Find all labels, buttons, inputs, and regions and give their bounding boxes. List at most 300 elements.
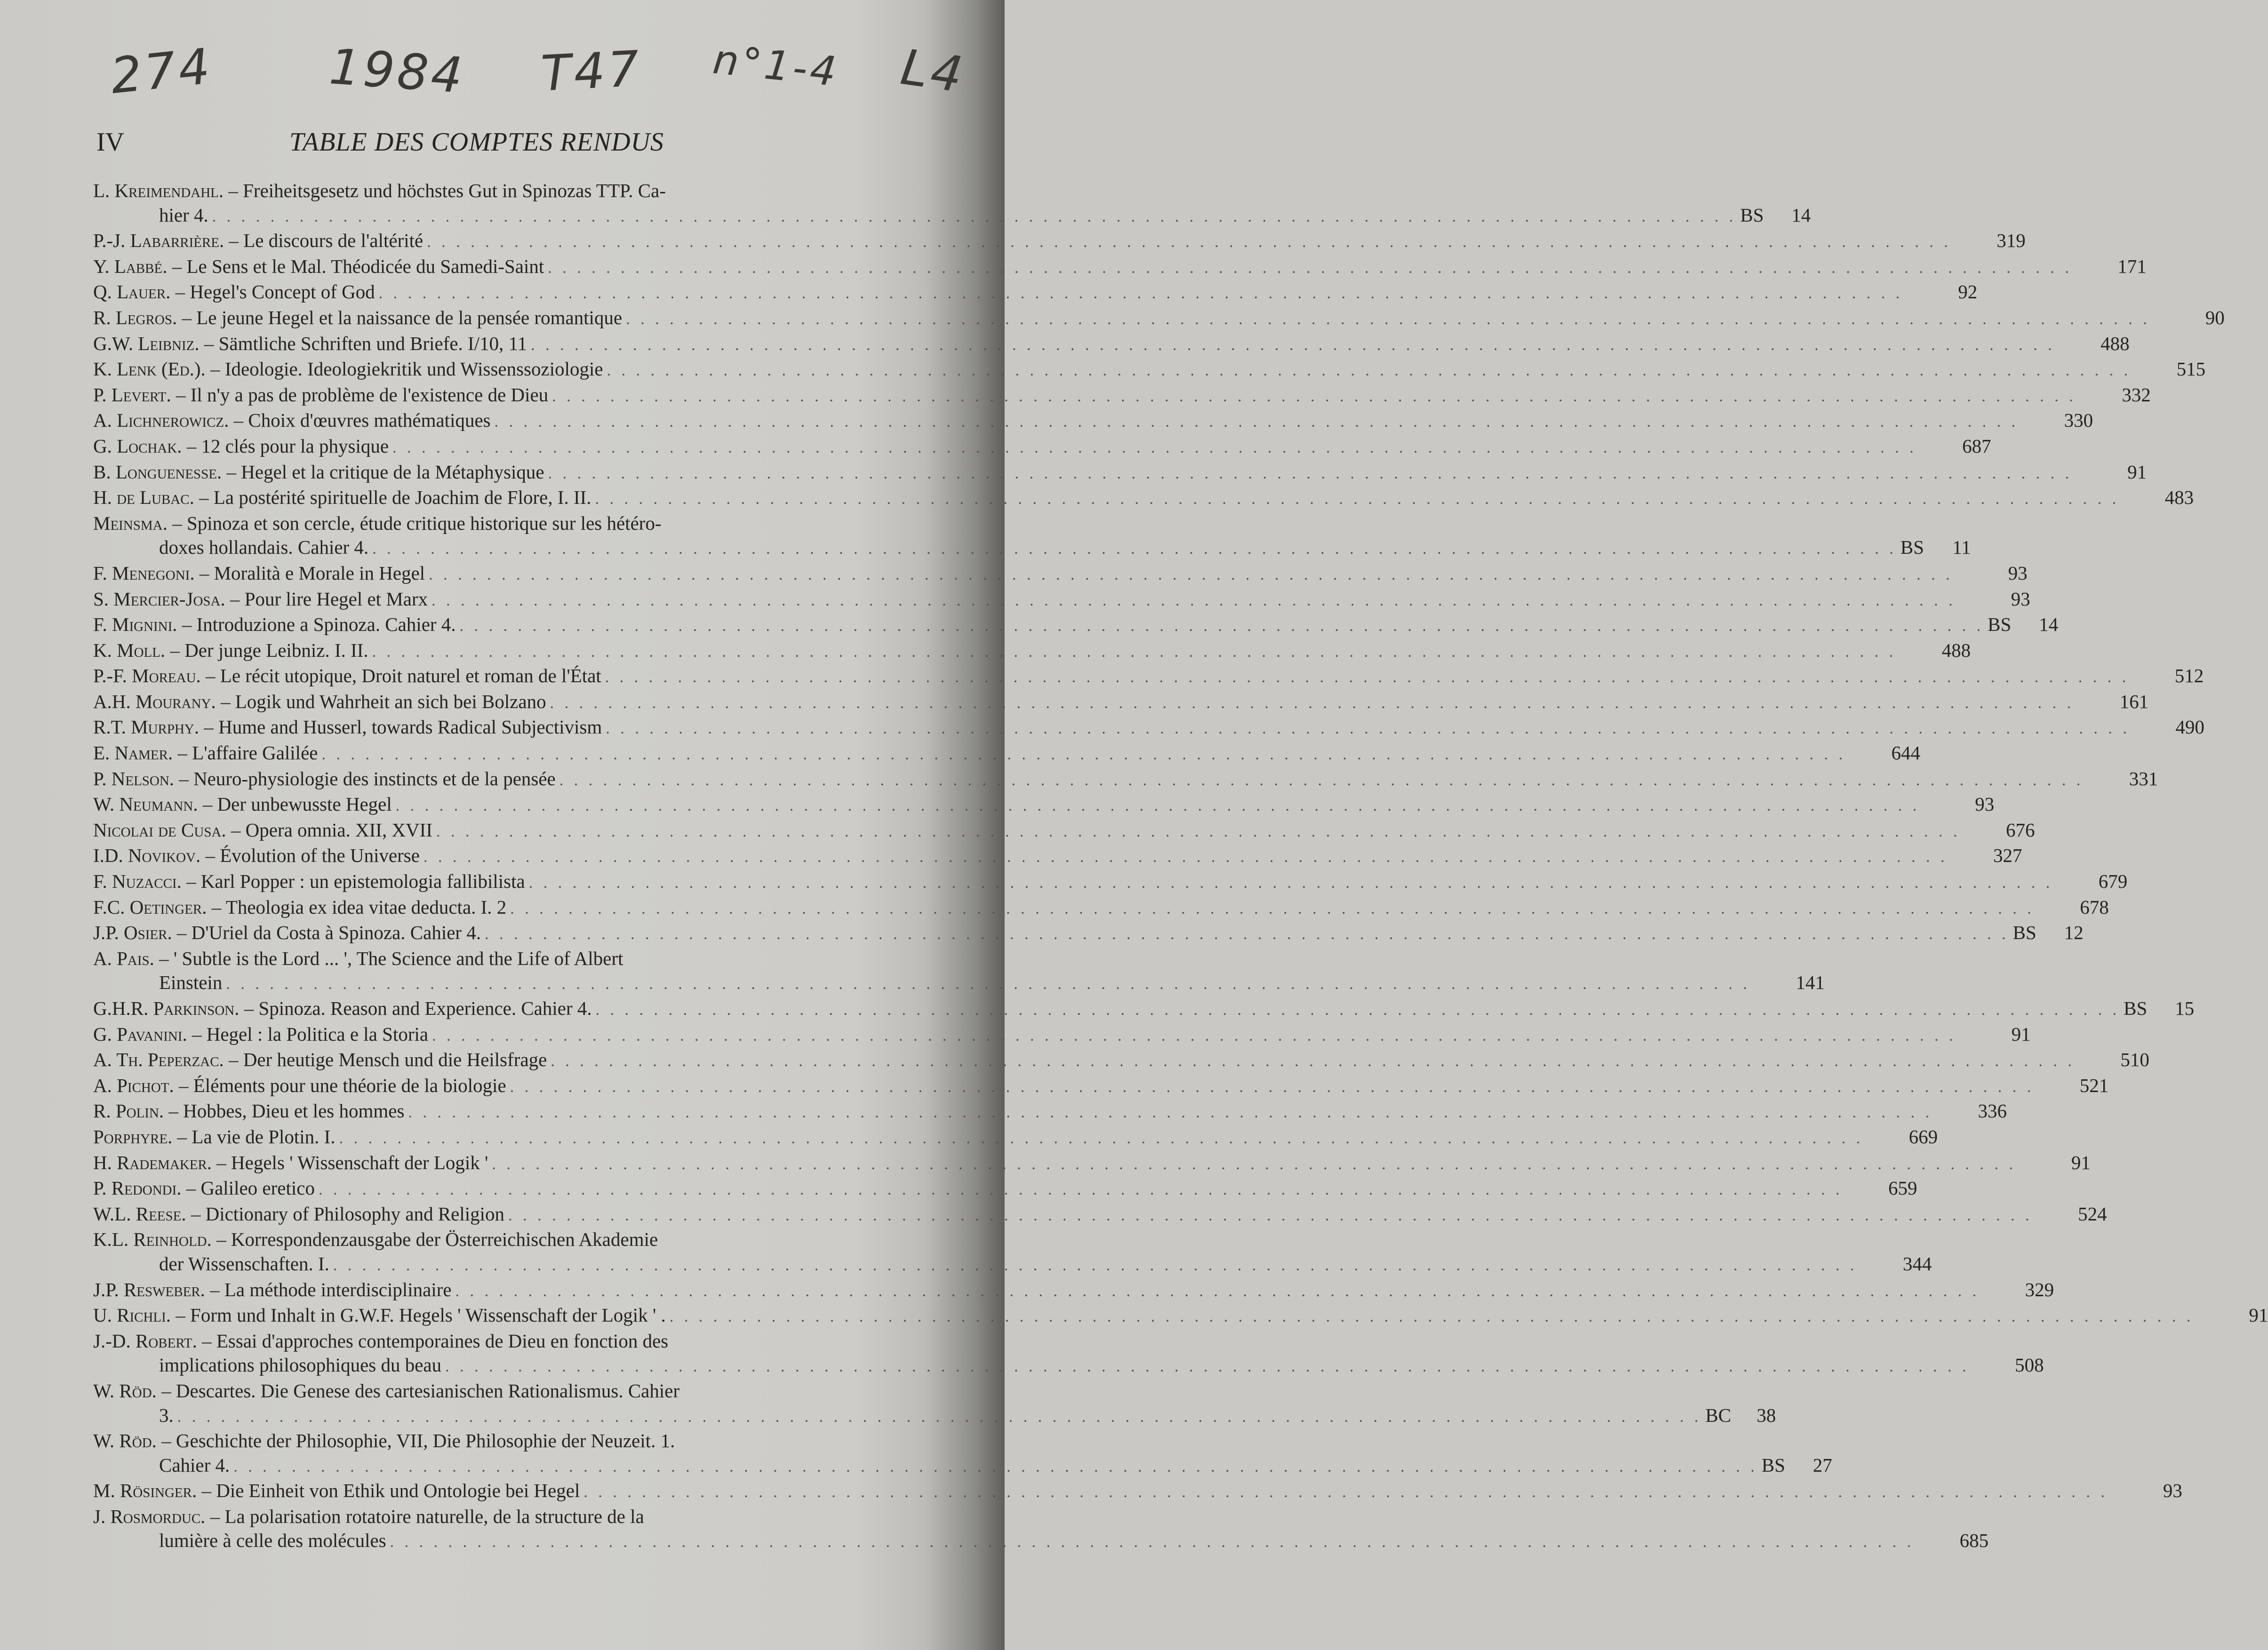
index-entry xyxy=(93,460,2147,486)
leader-dots xyxy=(548,462,2073,486)
entry-page-number: 38 xyxy=(1757,1404,1776,1426)
entry-text xyxy=(93,434,389,459)
entry-title: – Form und Inhalt in G.W.F. Hegels ' Wissenschaft der Logik ' . xyxy=(176,1304,666,1326)
entry-page-number: 319 xyxy=(1996,230,2026,252)
entry-title: – 12 clés pour la physique xyxy=(186,435,389,457)
index-entry xyxy=(93,1202,2107,1228)
entry-code: BS xyxy=(1988,614,2012,636)
index-entry xyxy=(93,179,1811,229)
entry-page-number: 679 xyxy=(2098,870,2128,893)
entry-author: A. Lichnerowicz. xyxy=(93,409,229,431)
entry-page-number: 327 xyxy=(1993,845,2022,867)
entry-page-number: 93 xyxy=(1975,793,1995,815)
entry-title: – Éléments pour une théorie de la biologie xyxy=(179,1074,506,1096)
entry-text xyxy=(93,1278,452,1302)
index-entry xyxy=(93,895,2109,921)
entry-title: – Der heutige Mensch und die Heilsfrage xyxy=(229,1049,547,1071)
entry-page-number: 659 xyxy=(1888,1177,1917,1199)
entry-author: Y. Labbé. xyxy=(93,255,168,277)
entry-code: BS xyxy=(2012,922,2036,944)
entry-page-number: 524 xyxy=(2078,1203,2107,1225)
leader-dots xyxy=(429,563,1953,587)
entry-author: P.-F. Moreau. xyxy=(93,665,201,687)
leader-dots xyxy=(606,717,2130,741)
index-entry xyxy=(93,1228,1932,1277)
entry-author: K. Moll. xyxy=(93,639,166,661)
entry-page-number: 521 xyxy=(2079,1074,2109,1096)
leader-dots xyxy=(427,230,1951,255)
entry-text xyxy=(93,613,456,637)
entry-title: – Hegel's Concept of God xyxy=(175,281,375,303)
entry-title: – Karl Popper : un epistemologia fallibilista xyxy=(186,870,525,893)
entry-title: – ' Subtle is the Lord ... ', The Science and the Life of Albert xyxy=(159,947,623,969)
entry-author: L. Kreimendahl. xyxy=(93,180,224,201)
index-entry xyxy=(93,1074,2109,1100)
entry-code: BS xyxy=(1900,536,1924,558)
entry-continuation-line xyxy=(93,1252,1932,1278)
index-entry xyxy=(93,229,2026,255)
leader-dots xyxy=(492,1152,2016,1177)
index-entry xyxy=(93,1151,2091,1177)
index-entry xyxy=(93,306,2225,332)
leader-dots xyxy=(596,998,2120,1022)
entry-title: – Descartes. Die Genese des cartesianischen Rationalismus. Cahier xyxy=(161,1379,680,1402)
entry-title-continued: der Wissenschaften. I. xyxy=(159,1252,329,1275)
entry-author: I.D. Novikov. xyxy=(93,845,201,867)
leader-dots xyxy=(626,307,2150,332)
entry-author: A.H. Mourany. xyxy=(93,690,216,712)
entry-author: B. Longuenesse. xyxy=(93,461,222,483)
leader-dots xyxy=(319,1178,1843,1202)
handwritten-note-part: T47 xyxy=(539,40,643,103)
entry-author: Nicolai de Cusa. xyxy=(93,819,226,841)
index-entry xyxy=(93,947,1825,996)
entry-first-line xyxy=(93,179,903,203)
entry-title: – Dictionary of Philosophy and Religion xyxy=(191,1203,505,1225)
index-entry xyxy=(93,434,1991,460)
leader-dots xyxy=(595,487,2120,511)
entry-text xyxy=(93,306,622,330)
entry-page-number: 344 xyxy=(1902,1252,1932,1275)
entry-first-line xyxy=(93,947,903,971)
entry-page-number: 91 xyxy=(2249,1304,2268,1326)
entry-text xyxy=(93,818,432,843)
index-entry xyxy=(93,486,2194,511)
leader-dots xyxy=(510,1075,2035,1100)
entry-page-number: 331 xyxy=(2129,767,2158,789)
entry-page-number: 488 xyxy=(2100,332,2130,354)
entry-text xyxy=(93,767,556,791)
entry-title: – Galileo eretico xyxy=(186,1177,315,1199)
entry-author: F. Nuzacci. xyxy=(93,870,182,893)
entry-title: – L'affaire Galilée xyxy=(177,742,318,764)
entry-continuation-line xyxy=(93,1529,1989,1554)
entry-title: – Hume and Husserl, towards Radical Subjectivism xyxy=(204,716,602,738)
index-entry xyxy=(93,332,2130,358)
entry-page-number: 332 xyxy=(2122,383,2151,406)
leader-dots xyxy=(508,1204,2033,1228)
leader-dots xyxy=(392,436,1917,460)
entry-title: – D'Uriel da Costa à Spinoza. Cahier 4. xyxy=(176,922,481,944)
entry-title: – Le récit utopique, Droit naturel et roman de l'État xyxy=(206,665,601,687)
entry-page-number: 27 xyxy=(1813,1454,1832,1476)
leader-dots xyxy=(372,537,1897,561)
index-entry xyxy=(93,664,2204,690)
entry-title: – Spinoza. Reason and Experience. Cahier 4. xyxy=(244,997,592,1019)
entry-author: J.-D. Robert. xyxy=(93,1330,197,1352)
entry-page-number: 490 xyxy=(2175,716,2204,738)
entry-text xyxy=(93,1074,506,1098)
entry-author: W.L. Reese. xyxy=(93,1203,186,1225)
index-entry xyxy=(93,767,2158,793)
entry-page-number: 91 xyxy=(2011,1023,2031,1045)
leader-dots xyxy=(552,384,2076,409)
leader-dots xyxy=(605,665,2130,690)
index-entry xyxy=(93,1048,2149,1074)
entry-title: – Korrespondenzausgabe der Österreichischen Akademie xyxy=(216,1228,658,1251)
review-index xyxy=(93,179,2268,1554)
entry-text xyxy=(93,408,491,433)
entry-title-continued: implications philosophiques du beau xyxy=(159,1354,442,1376)
entry-text xyxy=(93,1303,666,1328)
entry-author: U. Richli. xyxy=(93,1304,171,1326)
entry-author: Porphyre. xyxy=(93,1125,173,1148)
entry-author: W. Röd. xyxy=(93,1379,157,1402)
entry-text xyxy=(93,664,601,688)
entry-text xyxy=(93,1125,335,1149)
entry-author: H. de Lubac. xyxy=(93,486,194,509)
entry-title: – Der junge Leibniz. I. II. xyxy=(170,639,368,661)
leader-dots xyxy=(372,640,1897,664)
entry-page-number: 669 xyxy=(1909,1125,1938,1148)
entry-continuation-line xyxy=(93,1453,1832,1479)
entry-title-continued: hier 4. xyxy=(159,204,208,226)
entry-title: – Theologia ex idea vitae deducta. I. 2 xyxy=(211,896,507,918)
entry-text xyxy=(93,280,375,304)
entry-page-number: 91 xyxy=(2071,1151,2091,1173)
entry-page-number: 92 xyxy=(1958,281,1978,303)
index-entry xyxy=(93,280,1978,306)
leader-dots xyxy=(423,845,1948,869)
entry-title: – Hegel : la Politica e la Storia xyxy=(192,1023,429,1045)
entry-author: Q. Lauer. xyxy=(93,281,171,303)
entry-author: J.P. Resweber. xyxy=(93,1278,205,1300)
entry-author: Meinsma. xyxy=(93,512,168,534)
entry-page-number: 512 xyxy=(2174,665,2204,687)
entry-text xyxy=(93,792,392,817)
handwritten-note xyxy=(101,28,976,122)
entry-title: – Geschichte der Philosophie, VII, Die Philosophie der Neuzeit. 1. xyxy=(161,1430,675,1452)
index-entry xyxy=(93,921,2084,947)
leader-dots xyxy=(531,333,2055,358)
index-entry xyxy=(93,1176,1917,1202)
entry-text xyxy=(93,460,544,485)
index-entry xyxy=(93,869,2128,895)
index-entry xyxy=(93,357,2206,383)
entry-page-number: 93 xyxy=(2011,588,2030,610)
entry-text xyxy=(93,1099,404,1124)
entry-page-number: 93 xyxy=(2008,562,2028,584)
entry-title: – Hobbes, Dieu et les hommes xyxy=(168,1100,405,1122)
entry-continuation-line xyxy=(93,1403,1776,1429)
leader-dots xyxy=(212,205,1737,229)
index-entry xyxy=(93,690,2149,716)
entry-page-number: 14 xyxy=(2039,614,2059,636)
entry-text xyxy=(93,486,591,510)
entry-page-number: 11 xyxy=(1952,536,1971,558)
entry-author: P. Nelson. xyxy=(93,767,175,789)
entry-title: – Sämtliche Schriften und Briefe. I/10, 11 xyxy=(204,332,527,354)
entry-page-number: 510 xyxy=(2120,1049,2149,1071)
leader-dots xyxy=(495,410,2019,434)
entry-text xyxy=(93,895,506,920)
leader-dots xyxy=(432,1024,1957,1048)
entry-author: G. Pavanini. xyxy=(93,1023,187,1045)
index-entry xyxy=(93,1022,2031,1048)
entry-first-line xyxy=(93,1429,903,1453)
entry-author: A. Pais. xyxy=(93,947,154,969)
entry-author: K. Lenk (Ed.). xyxy=(93,358,206,380)
entry-page-number: 330 xyxy=(2064,409,2093,431)
entry-text xyxy=(93,587,428,612)
entry-title-continued: 3. xyxy=(159,1404,174,1426)
index-entry xyxy=(93,613,2059,638)
leader-dots xyxy=(559,768,2084,793)
entry-title: – Logik und Wahrheit an sich bei Bolzano xyxy=(220,690,546,712)
entry-page-number: 488 xyxy=(1941,639,1971,661)
leader-dots xyxy=(226,972,1750,996)
entry-page-number: 678 xyxy=(2080,896,2109,918)
index-entry xyxy=(93,818,2035,844)
entry-page-number: 171 xyxy=(2117,255,2147,277)
entry-author: F.C. Oetinger. xyxy=(93,896,207,918)
leader-dots xyxy=(529,871,2053,895)
entry-author: K.L. Reinhold. xyxy=(93,1228,212,1251)
leader-dots xyxy=(379,281,1903,306)
index-entry xyxy=(93,1329,2044,1379)
index-entry xyxy=(93,1099,2007,1125)
entry-text xyxy=(93,332,527,356)
index-entry xyxy=(93,587,2030,613)
entry-author: E. Namer. xyxy=(93,742,173,764)
entry-text xyxy=(93,869,525,894)
entry-first-line xyxy=(93,1379,903,1403)
index-entry xyxy=(93,792,1995,818)
entry-page-number: 515 xyxy=(2176,358,2206,380)
index-entry xyxy=(93,1125,1938,1151)
entry-author: R. Legros. xyxy=(93,306,177,328)
leader-dots xyxy=(460,614,1984,638)
index-entry xyxy=(93,255,2147,280)
entry-author: G.W. Leibniz. xyxy=(93,332,200,354)
entry-text xyxy=(93,357,603,382)
entry-author: P.-J. Labarrière. xyxy=(93,230,224,252)
index-entry xyxy=(93,1379,1776,1429)
entry-text xyxy=(93,383,548,407)
entry-continuation-line xyxy=(93,203,1811,229)
entry-code: BS xyxy=(2124,997,2148,1019)
leader-dots xyxy=(510,897,2035,921)
entry-author: G. Lochak. xyxy=(93,435,182,457)
entry-page-number: 91 xyxy=(2127,461,2147,483)
leader-dots xyxy=(670,1305,2194,1329)
entry-text xyxy=(93,844,420,868)
page-header xyxy=(96,127,831,165)
leader-dots xyxy=(445,1355,1970,1379)
entry-page-number: 93 xyxy=(2163,1480,2182,1502)
entry-title: – Ideologie. Ideologiekritik und Wissenssoziologie xyxy=(210,358,603,380)
leader-dots xyxy=(550,691,2075,716)
page-title: TABLE DES COMPTES RENDUS xyxy=(289,128,664,157)
index-entry xyxy=(93,1429,1832,1479)
entry-author: P. Levert. xyxy=(93,383,171,406)
entry-code: BS xyxy=(1740,204,1764,226)
entry-page-number: 508 xyxy=(2015,1354,2044,1376)
leader-dots xyxy=(321,742,1846,767)
entry-title: – Opera omnia. XII, XVII xyxy=(231,819,432,841)
leader-dots xyxy=(431,589,1956,613)
index-entry xyxy=(93,715,2204,741)
entry-author: R. Polin. xyxy=(93,1100,164,1122)
index-entry xyxy=(93,561,2028,587)
index-entry xyxy=(93,638,1971,664)
entry-text xyxy=(93,1022,428,1047)
entry-page-number: 14 xyxy=(1791,204,1811,226)
entry-title: – La vie de Plotin. I. xyxy=(177,1125,335,1148)
leader-dots xyxy=(436,820,1961,844)
entry-title: – Hegels ' Wissenschaft der Logik ' xyxy=(216,1151,488,1173)
entry-text xyxy=(93,1151,488,1175)
entry-text xyxy=(93,561,425,586)
leader-dots xyxy=(607,359,2132,383)
index-entry xyxy=(93,1303,2268,1329)
entry-title: – Spinoza et son cercle, étude critique historique sur les hétéro- xyxy=(172,512,662,534)
entry-page-number: 483 xyxy=(2164,486,2194,509)
entry-page-number: 336 xyxy=(1978,1100,2007,1122)
entry-text xyxy=(93,741,318,765)
entry-title: – Der unbewusste Hegel xyxy=(202,793,392,815)
entry-author: R.T. Murphy. xyxy=(93,716,200,738)
entry-text xyxy=(93,921,481,945)
entry-author: G.H.R. Parkinson. xyxy=(93,997,240,1019)
entry-title-continued: doxes hollandais. Cahier 4. xyxy=(159,536,369,558)
entry-title: – Freiheitsgesetz und höchstes Gut in Spinozas TTP. Ca- xyxy=(228,180,666,201)
entry-title: – Die Einheit von Ethik und Ontologie bei Hegel xyxy=(201,1480,580,1502)
leader-dots xyxy=(233,1455,1758,1479)
entry-first-line xyxy=(93,1329,903,1354)
entry-text xyxy=(93,1479,580,1503)
index-entry xyxy=(93,1505,1989,1554)
leader-dots xyxy=(177,1405,1702,1429)
entry-author: J.P. Osier. xyxy=(93,922,172,944)
entry-text xyxy=(93,1202,504,1227)
entry-text xyxy=(93,1048,547,1072)
entry-title: – Introduzione a Spinoza. Cahier 4. xyxy=(182,614,456,636)
entry-title: – Choix d'œuvres mathématiques xyxy=(233,409,491,431)
entry-page-number: 12 xyxy=(2064,922,2084,944)
entry-page-number: 141 xyxy=(1796,972,1825,994)
leader-dots xyxy=(551,1049,2075,1074)
entry-page-number: 676 xyxy=(2005,819,2035,841)
leader-dots xyxy=(485,922,2009,947)
index-entry xyxy=(93,741,1920,767)
entry-text xyxy=(93,638,368,663)
entry-author: S. Mercier-Josa. xyxy=(93,588,225,610)
entry-page-number: 687 xyxy=(1962,435,1991,457)
entry-first-line xyxy=(93,1505,903,1529)
index-entry xyxy=(93,1278,2054,1304)
entry-text xyxy=(93,715,602,740)
leader-dots xyxy=(333,1253,1858,1278)
entry-page-number: 15 xyxy=(2175,997,2195,1019)
index-entry xyxy=(93,1479,2182,1505)
handwritten-note-part: 1984 xyxy=(327,38,467,104)
leader-dots xyxy=(339,1126,1864,1151)
entry-page-number: 644 xyxy=(1891,742,1920,764)
entry-title: – Hegel et la critique de la Métaphysique xyxy=(226,461,544,483)
entry-author: M. Rösinger. xyxy=(93,1480,197,1502)
entry-author: P. Redondi. xyxy=(93,1177,182,1199)
entry-author: F. Mignini. xyxy=(93,614,177,636)
entry-title: – Le discours de l'altérité xyxy=(229,230,423,252)
entry-page-number: 90 xyxy=(2205,306,2225,328)
entry-title: – Pour lire Hegel et Marx xyxy=(230,588,428,610)
entry-text xyxy=(93,229,423,253)
entry-text xyxy=(93,996,592,1021)
entry-continuation-line xyxy=(93,1353,2044,1379)
entry-first-line xyxy=(93,511,903,536)
entry-text xyxy=(93,690,546,714)
entry-title: – Neuro-physiologie des instincts et de la pensée xyxy=(179,767,556,789)
entry-title: – La polarisation rotatoire naturelle, de la structure de la xyxy=(210,1505,644,1527)
leader-dots xyxy=(455,1279,1980,1304)
entry-continuation-line xyxy=(93,971,1825,996)
handwritten-note-part: 274 xyxy=(108,37,216,105)
entry-author: A. Pichot. xyxy=(93,1074,174,1096)
handwritten-note-part: L4 xyxy=(897,38,969,104)
entry-title-continued: Cahier 4. xyxy=(159,1454,230,1476)
entry-title-continued: Einstein xyxy=(159,972,223,994)
entry-title: – La méthode interdisciplinaire xyxy=(210,1278,452,1300)
entry-code: BC xyxy=(1705,1404,1731,1426)
entry-continuation-line xyxy=(93,535,1971,561)
entry-page-number: 161 xyxy=(2119,690,2149,712)
entry-author: J. Rosmorduc. xyxy=(93,1505,206,1527)
leader-dots xyxy=(408,1100,1933,1125)
leader-dots xyxy=(583,1480,2108,1505)
entry-title: – Il n'y a pas de problème de l'existence de Dieu xyxy=(176,383,549,406)
entry-title: – Moralità e Morale in Hegel xyxy=(199,562,425,584)
entry-first-line xyxy=(93,1228,903,1252)
entry-author: F. Menegoni. xyxy=(93,562,195,584)
entry-author: A. Th. Peperzac. xyxy=(93,1049,224,1071)
entry-page-number: 685 xyxy=(1959,1530,1989,1552)
entry-title-continued: lumière à celle des molécules xyxy=(159,1530,386,1552)
entry-author: W. Neumann. xyxy=(93,793,198,815)
entry-title: – Le Sens et le Mal. Théodicée du Samedi-Saint xyxy=(172,255,544,277)
index-entry xyxy=(93,844,2022,869)
leader-dots xyxy=(548,256,2072,280)
entry-code: BS xyxy=(1761,1454,1785,1476)
index-entry xyxy=(93,383,2151,409)
leader-dots xyxy=(396,794,1920,818)
entry-page-number: 329 xyxy=(2025,1278,2054,1300)
entry-author: H. Rademaker. xyxy=(93,1151,212,1173)
entry-text xyxy=(93,255,544,279)
entry-title: – Essai d'approches contemporaines de Dieu en fonction des xyxy=(202,1330,669,1352)
page-number: IV xyxy=(96,128,125,157)
leader-dots xyxy=(390,1530,1915,1554)
